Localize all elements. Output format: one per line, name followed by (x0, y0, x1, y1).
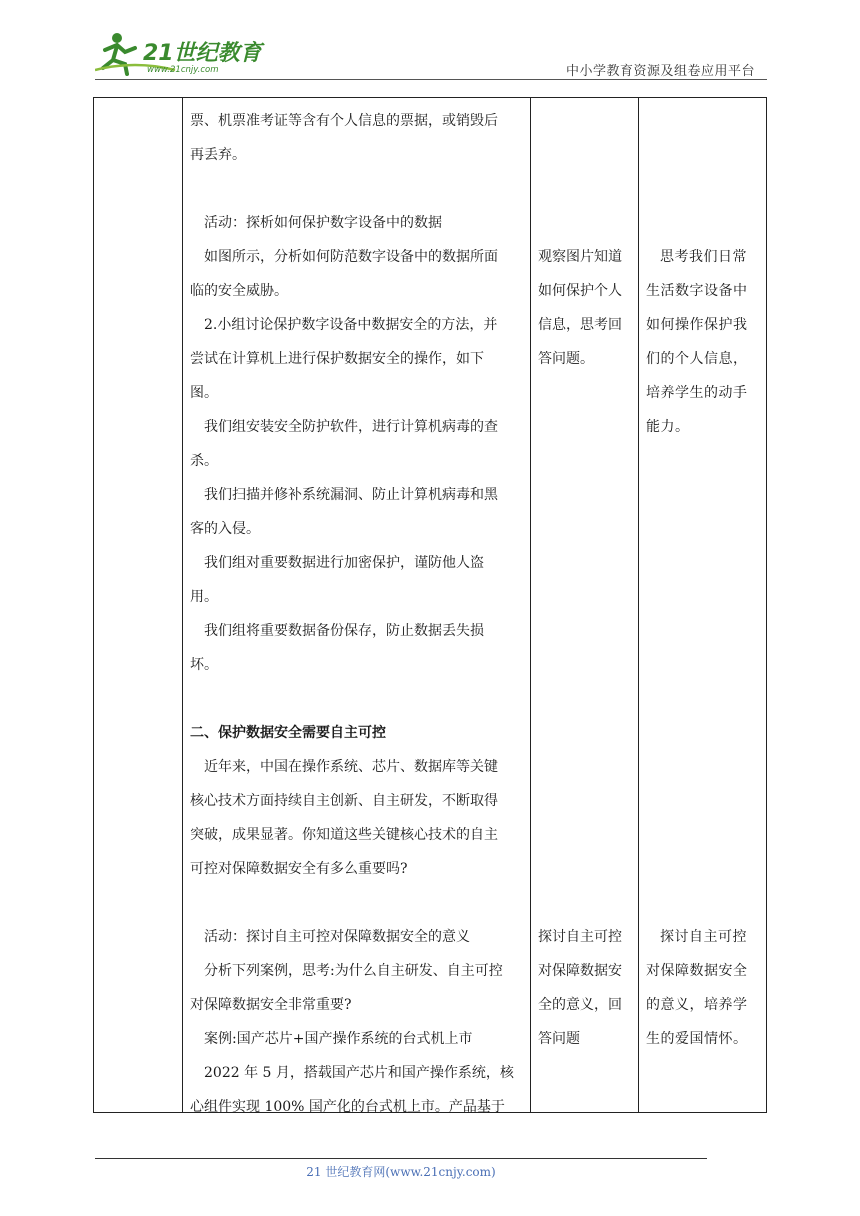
intent-line: 的意义，培养学 (646, 997, 748, 1013)
content-line: 再丢弃。 (190, 147, 246, 163)
table-column-divider (182, 98, 183, 1112)
content-line: 临的安全威胁。 (190, 283, 288, 299)
content-line: 可控对保障数据安全有多么重要吗? (190, 861, 408, 877)
content-line: 核心技术方面持续自主创新、自主研发，不断取得 (190, 793, 498, 809)
student-line: 对保障数据安 (538, 963, 622, 979)
content-line: 如图所示，分析如何防范数字设备中的数据所面 (204, 249, 498, 265)
intent-line: 对保障数据安全 (646, 963, 748, 979)
content-line: 分析下列案例，思考:为什么自主研发、自主可控 (204, 963, 503, 979)
lesson-table (93, 97, 767, 1113)
intent-line: 生活数字设备中 (646, 283, 748, 299)
logo-runner-icon (95, 30, 265, 76)
student-line: 全的意义，回 (538, 997, 622, 1013)
case-title: 案例:国产芯片+国产操作系统的台式机上市 (204, 1031, 473, 1047)
platform-name: 中小学教育资源及组卷应用平台 (565, 64, 755, 79)
content-line: 2022 年 5 月，搭载国产芯片和国产操作系统，核 (204, 1065, 514, 1081)
content-line: 近年来，中国在操作系统、芯片、数据库等关键 (204, 759, 498, 775)
intent-line: 能力。 (646, 419, 690, 435)
student-line: 答问题 (538, 1031, 580, 1047)
section-heading: 二、保护数据安全需要自主可控 (190, 725, 386, 741)
content-line: 我们组安装安全防护软件，进行计算机病毒的查 (204, 419, 498, 435)
intent-line: 培养学生的动手 (646, 385, 748, 401)
content-line: 坏。 (190, 657, 218, 673)
activity-title: 活动：探讨自主可控对保障数据安全的意义 (204, 929, 470, 945)
table-column-divider (638, 98, 639, 1112)
design-intent-cell-1 (646, 240, 764, 444)
teaching-content-cell (190, 104, 526, 1124)
content-line: 对保障数据安全非常重要? (190, 997, 352, 1013)
student-line: 探讨自主可控 (538, 929, 622, 945)
intent-line: 们的个人信息， (646, 351, 748, 367)
intent-line: 探讨自主可控 (660, 929, 747, 945)
intent-line: 思考我们日常 (660, 249, 747, 265)
content-line: 客的入侵。 (190, 521, 260, 537)
footer-link[interactable]: 21 世纪教育网(www.21cnjy.com) (306, 1165, 496, 1179)
content-line: 心组件实现 100% 国产化的台式机上市。产品基于 (190, 1099, 505, 1115)
footer-divider (95, 1158, 707, 1159)
content-line: 我们组将重要数据备份保存，防止数据丢失损 (204, 623, 484, 639)
student-activity-cell-2 (538, 920, 634, 1056)
intent-line: 生的爱国情怀。 (646, 1031, 748, 1047)
content-line: 用。 (190, 589, 218, 605)
content-line: 尝试在计算机上进行保护数据安全的操作，如下 (190, 351, 484, 367)
student-line: 信息，思考回 (538, 317, 622, 333)
page-header (95, 30, 765, 78)
student-line: 观察图片知道 (538, 249, 622, 265)
content-line: 我们组对重要数据进行加密保护，谨防他人盗 (204, 555, 484, 571)
content-line: 2.小组讨论保护数字设备中数据安全的方法，并 (204, 317, 498, 333)
content-line: 杀。 (190, 453, 218, 469)
logo-url: www.21cnjy.com (147, 65, 219, 75)
content-line: 票、机票准考证等含有个人信息的票据，或销毁后 (190, 113, 498, 129)
activity-title: 活动：探析如何保护数字设备中的数据 (204, 215, 442, 231)
header-divider (95, 79, 767, 80)
content-line: 突破，成果显著。你知道这些关键核心技术的自主 (190, 827, 498, 843)
table-column-divider (530, 98, 531, 1112)
intent-line: 如何操作保护我 (646, 317, 748, 333)
design-intent-cell-2 (646, 920, 764, 1056)
student-activity-cell-1 (538, 240, 634, 376)
student-line: 如何保护个人 (538, 283, 622, 299)
content-line: 我们扫描并修补系统漏洞、防止计算机病毒和黑 (204, 487, 498, 503)
logo-text: 21世纪教育 (143, 41, 262, 66)
content-line: 图。 (190, 385, 218, 401)
student-line: 答问题。 (538, 351, 594, 367)
site-logo[interactable] (95, 30, 265, 76)
